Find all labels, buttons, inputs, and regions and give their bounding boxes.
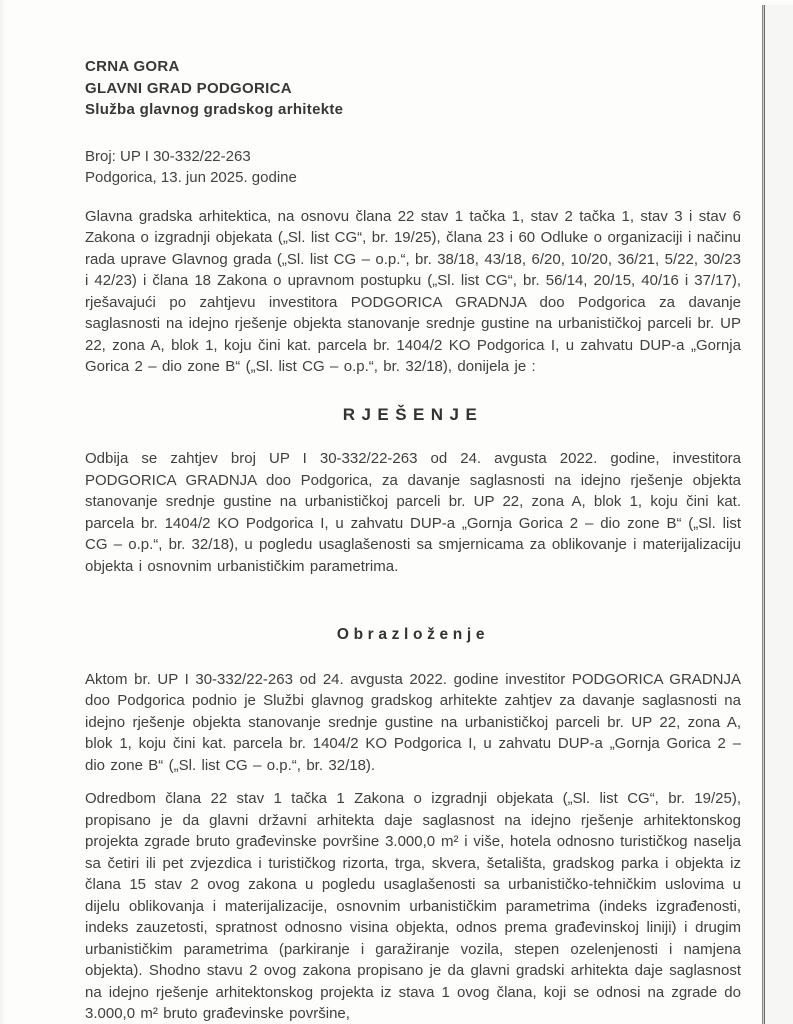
intro-paragraph: Glavna gradska arhitektica, na osnovu člana 22 stav 1 tačka 1, stav 2 tačka 1, stav 3 i stav 6 Zakona o izgradnji objekata („Sl. list CG“, br. 19/25), člana 23 i 60 Odluke o organizaciji i načinu rada uprave Glavnog grada („Sl. list CG – o.p.“, br. 38/18, 43/18, 6/20, 10/20, 36/21, 5/22, 30/23 i 42/23) i člana 18 Zakona o upravnom postupku („Sl. list CG“, br. 56/14, 20/15, 40/16 i 37/17), rješavajući po zahtjevu investitora PODGORICA GRADNJA doo Podgorica za davanje saglasnosti na idejno rješenje objekta stanovanje srednje gustine na urbanističkoj parceli br. UP 22, zona A, blok 1, koju čini kat. parcela br. 1404/2 KO Podgorica I, u zahvatu DUP-a „Gornja Gorica 2 – dio zone B“ („Sl. list CG – o.p.“, br. 32/18), donijela je : (85, 207, 741, 375)
reference-block (85, 146, 741, 189)
decision-heading: RJEŠENJE (342, 404, 484, 424)
reference-date: Podgorica, 13. jun 2025. godine (85, 169, 297, 186)
scan-page-edge-line (762, 5, 765, 1024)
letterhead-country: CRNA GORA (85, 58, 180, 75)
letterhead (85, 56, 741, 121)
explanation-paragraph-2: Odredbom člana 22 stav 1 tačka 1 Zakona o izgradnji objekata („Sl. list CG“, br. 19/25), propisano je da glavni državni arhitekta daje saglasnost na idejno rješenje arhitektonskog projekta zgrade bruto građevinske površine 3.000,0 m² i više, hotela odnosno turističkog naselja sa četiri ili pet zvjezdica i turističkog rizorta, trga, skvera, šetališta, gradskog parka i objekta iz člana 15 stav 2 ovog zakona u pogledu usaglašenosti sa urbanističko-tehničkim uslovima u dijelu oblikovanja i materijalizacije, osnovnim urbanističkim parametrima (indeks izgrađenosti, indeks zauzetosti, spratnost odnosno visina objekta, odnos prema građevinskoj liniji) i drugim urbanističkim parametrima (parkiranje i garažiranje vozila, stepen ozelenjenosti i namjena objekta). Shodno stavu 2 ovog zakona propisano je da glavni gradski arhitekta daje saglasnost na idejno rješenje arhitektonskog projekta iz stava 1 ovog člana, koji se odnosi na zgrade do 3.000,0 m² bruto građevinske površine, (85, 790, 741, 1022)
document-content (85, 56, 741, 1024)
explanation-heading: Obrazloženje (336, 626, 490, 643)
decision-paragraph: Odbija se zahtjev broj UP I 30-332/22-263 od 24. avgusta 2022. godine, investitora PODGORICA GRADNJA doo Podgorica, za davanje saglasnosti na idejno rješenje objekta stanovanje srednje gustine na urbanističkoj parceli br. UP 22, zona A, blok 1, koju čini kat. parcela br. 1404/2 KO Podgorica I, u zahvatu DUP-a „Gornja Gorica 2 – dio zone B“ („Sl. list CG – o.p.“, br. 32/18), u pogledu usaglašenosti sa smjernicama za oblikovanje i materijalizaciju objekta i osnovnim urbanističkim parametrima. (85, 450, 741, 575)
scan-page-right-margin (765, 5, 793, 1024)
letterhead-office: Služba glavnog gradskog arhitekte (85, 101, 344, 118)
explanation-paragraph-1: Aktom br. UP I 30-332/22-263 od 24. avgusta 2022. godine investitor PODGORICA GRADNJA doo Podgorica podnio je Službi glavnog gradskog arhitekte zahtjev za davanje saglasnosti na idejno rješenje objekta stanovanje srednje gustine na urbanističkoj parceli br. UP 22, zona A, blok 1, koju čini kat. parcela br. 1404/2 KO Podgorica I, u zahvatu DUP-a „Gornja Gorica 2 – dio zone B“ („Sl. list CG – o.p.“, br. 32/18). (85, 670, 741, 774)
reference-number: Broj: UP I 30-332/22-263 (85, 147, 251, 165)
letterhead-city: GLAVNI GRAD PODGORICA (85, 79, 292, 97)
